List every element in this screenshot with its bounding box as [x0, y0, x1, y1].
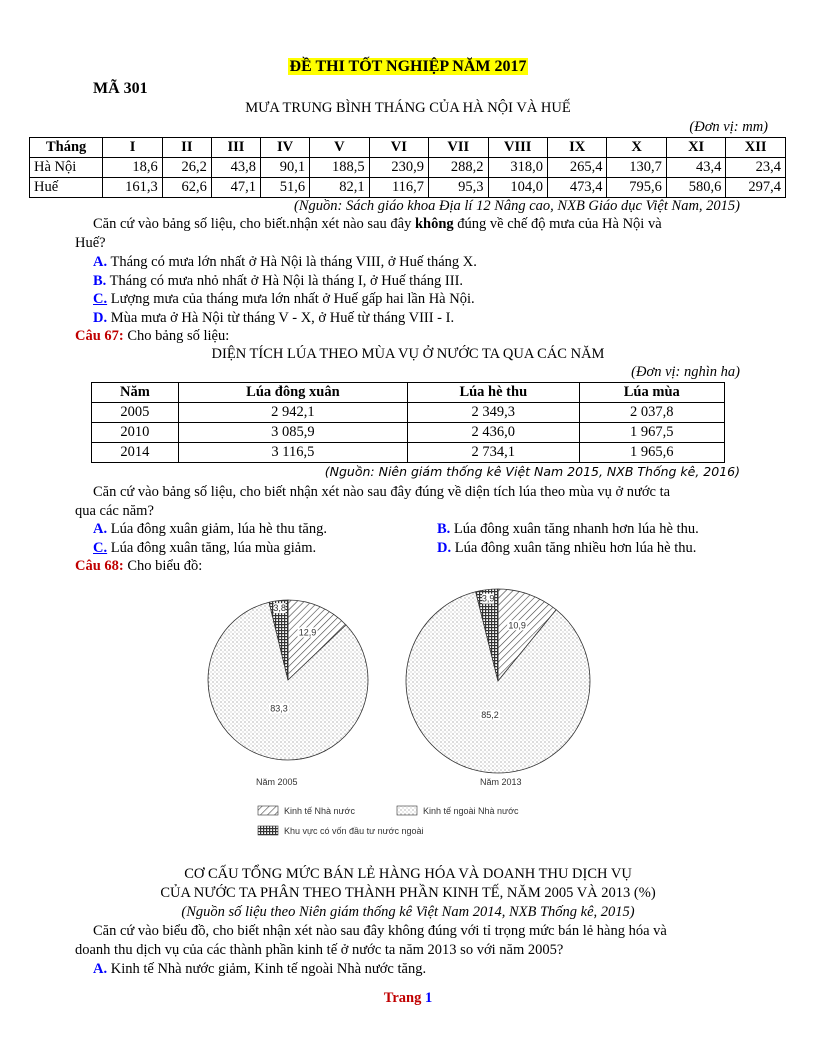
table1-unit: (Đơn vị: mm): [689, 119, 768, 135]
q66-option-b[interactable]: B. Tháng có mưa nhỏ nhất ở Hà Nội là tháng I, ở Huế tháng III.: [93, 273, 464, 289]
table-cell: 1 967,5: [579, 423, 724, 443]
q67-stem-cont: qua các năm?: [75, 503, 154, 519]
column-header: Lúa hè thu: [408, 383, 580, 403]
row-header-cell: 2005: [92, 403, 179, 423]
table-cell: 90,1: [260, 158, 309, 178]
row-header-cell: 2010: [92, 423, 179, 443]
pie-2005-year-label: Năm 2005: [256, 777, 298, 787]
table-cell: 82,1: [310, 178, 369, 198]
table-cell: 580,6: [666, 178, 725, 198]
table-cell: 116,7: [369, 178, 428, 198]
pie-2005: [208, 600, 368, 760]
pie-charts: [200, 585, 620, 855]
column-header: Tháng: [30, 138, 103, 158]
legend-label-state: Kinh tế Nhà nước: [284, 806, 355, 816]
table-row: [92, 423, 725, 443]
q67-option-c[interactable]: C. Lúa đông xuân tăng, lúa mùa giảm.: [93, 540, 317, 556]
q68-option-a[interactable]: A. Kinh tế Nhà nước giảm, Kinh tế ngoài Nhà nước tăng.: [93, 961, 427, 977]
legend-swatch-fdi: [258, 826, 278, 835]
q67-option-b[interactable]: B. Lúa đông xuân tăng nhanh hơn lúa hè thu.: [437, 521, 699, 537]
table-cell: 318,0: [488, 158, 547, 178]
q66-option-d[interactable]: D. Mùa mưa ở Hà Nội từ tháng V - X, ở Huế từ tháng VIII - I.: [93, 310, 455, 326]
column-header: Năm: [92, 383, 179, 403]
table-cell: 23,4: [726, 158, 786, 178]
table-cell: 2 942,1: [178, 403, 407, 423]
table-cell: 2 037,8: [579, 403, 724, 423]
table1-title: MƯA TRUNG BÌNH THÁNG CỦA HÀ NỘI VÀ HUẾ: [245, 100, 571, 116]
table-cell: 47,1: [211, 178, 260, 198]
table-row: [30, 158, 786, 178]
table-cell: 795,6: [607, 178, 666, 198]
column-header: III: [211, 138, 260, 158]
q68-intro: Câu 68: Cho biểu đồ:: [75, 558, 203, 574]
column-header: IX: [547, 138, 606, 158]
q67-intro: Câu 67: Cho bảng số liệu:: [75, 328, 230, 344]
chart-title-line2: CỦA NƯỚC TA PHÂN THEO THÀNH PHẦN KINH TẾ, NĂM 2005 VÀ 2013 (%): [160, 885, 656, 901]
table-row: [92, 443, 725, 463]
row-header-cell: 2014: [92, 443, 179, 463]
exam-code: MÃ 301: [93, 80, 148, 97]
column-header: I: [103, 138, 162, 158]
legend-swatch-nonstate: [397, 806, 417, 815]
pie-value-label: 3,8: [273, 603, 286, 614]
table-cell: 43,8: [211, 158, 260, 178]
table-cell: 18,6: [103, 158, 162, 178]
column-header: X: [607, 138, 666, 158]
column-header: IV: [260, 138, 309, 158]
column-header: V: [310, 138, 369, 158]
column-header: VI: [369, 138, 428, 158]
pie-2013-year-label: Năm 2013: [480, 777, 522, 787]
exam-title: ĐỀ THI TỐT NGHIỆP NĂM 2017: [289, 58, 527, 75]
table2-unit: (Đơn vị: nghìn ha): [631, 364, 740, 380]
column-header: VII: [429, 138, 488, 158]
q68-stem: Căn cứ vào biểu đồ, cho biết nhận xét nào sau đây không đúng với tỉ trọng mức bán lẻ hàng hóa và: [93, 923, 667, 939]
pie-value-label: 10,9: [508, 620, 526, 631]
table2-title: DIỆN TÍCH LÚA THEO MÙA VỤ Ở NƯỚC TA QUA CÁC NĂM: [211, 346, 605, 362]
q67-option-d[interactable]: D. Lúa đông xuân tăng nhiều hơn lúa hè thu.: [437, 540, 697, 556]
table-cell: 1 965,6: [579, 443, 724, 463]
table-cell: 95,3: [429, 178, 488, 198]
table2-source: (Nguồn: Niên giám thống kê Việt Nam 2015, NXB Thống kê, 2016): [324, 464, 740, 479]
table-cell: 230,9: [369, 158, 428, 178]
pie-2013: [406, 589, 590, 773]
table-cell: 104,0: [488, 178, 547, 198]
table-cell: 288,2: [429, 158, 488, 178]
q67-option-a[interactable]: A. Lúa đông xuân giảm, lúa hè thu tăng.: [93, 521, 327, 537]
column-header: II: [162, 138, 211, 158]
page-footer: Trang 1: [383, 990, 433, 1006]
pie-value-label: 12,9: [298, 627, 317, 638]
rice-area-table: [91, 382, 725, 463]
table-cell: 3 085,9: [178, 423, 407, 443]
q68-stem-cont: doanh thu dịch vụ của các thành phần kinh tế ở nước ta năm 2013 so với năm 2005?: [75, 942, 564, 958]
pie-value-label: 85,2: [481, 709, 499, 720]
table-cell: 130,7: [607, 158, 666, 178]
row-header-cell: Hà Nội: [30, 158, 103, 178]
column-header: Lúa mùa: [579, 383, 724, 403]
q66-option-a[interactable]: A. Tháng có mưa lớn nhất ở Hà Nội là tháng VIII, ở Huế tháng X.: [93, 254, 477, 270]
table-cell: 161,3: [103, 178, 162, 198]
table-header-row: [92, 383, 725, 403]
table-cell: 43,4: [666, 158, 725, 178]
table-cell: 297,4: [726, 178, 786, 198]
column-header: VIII: [488, 138, 547, 158]
pie-value-label: 83,3: [270, 703, 288, 714]
table-cell: 51,6: [260, 178, 309, 198]
table-row: [30, 178, 786, 198]
table-header-row: [30, 138, 786, 158]
table-cell: 2 734,1: [408, 443, 580, 463]
q66-stem-cont: Huế?: [75, 235, 106, 251]
pie-value-label: 3,9: [481, 593, 495, 604]
legend-label-nonstate: Kinh tế ngoài Nhà nước: [423, 806, 519, 816]
row-header-cell: Huế: [30, 178, 103, 198]
column-header: XII: [726, 138, 786, 158]
table-cell: 188,5: [310, 158, 369, 178]
chart-title-line1: CƠ CẤU TỔNG MỨC BÁN LẺ HÀNG HÓA VÀ DOANH THU DỊCH VỤ: [184, 866, 632, 882]
column-header: Lúa đông xuân: [178, 383, 407, 403]
legend-swatch-state: [258, 806, 278, 815]
legend-label-fdi: Khu vực có vốn đầu tư nước ngoài: [284, 826, 424, 836]
table-cell: 265,4: [547, 158, 606, 178]
table-cell: 2 436,0: [408, 423, 580, 443]
table-cell: 26,2: [162, 158, 211, 178]
table-cell: 2 349,3: [408, 403, 580, 423]
table-cell: 473,4: [547, 178, 606, 198]
table-row: [92, 403, 725, 423]
table-cell: 3 116,5: [178, 443, 407, 463]
table-cell: 62,6: [162, 178, 211, 198]
chart-source: (Nguồn số liệu theo Niên giám thống kê Việt Nam 2014, NXB Thống kê, 2015): [181, 904, 635, 920]
column-header: XI: [666, 138, 725, 158]
rainfall-table: [29, 137, 786, 198]
q66-stem: Căn cứ vào bảng số liệu, cho biết.nhận xét nào sau đây không đúng về chế độ mưa của Hà Nội và: [93, 216, 662, 232]
table1-source: (Nguồn: Sách giáo khoa Địa lí 12 Nâng cao, NXB Giáo dục Việt Nam, 2015): [294, 198, 740, 214]
q67-stem: Căn cứ vào bảng số liệu, cho biết nhận xét nào sau đây đúng về diện tích lúa theo mùa vụ ở nước ta: [93, 484, 671, 500]
q66-option-c[interactable]: C. Lượng mưa của tháng mưa lớn nhất ở Huế gấp hai lần Hà Nội.: [93, 291, 475, 307]
